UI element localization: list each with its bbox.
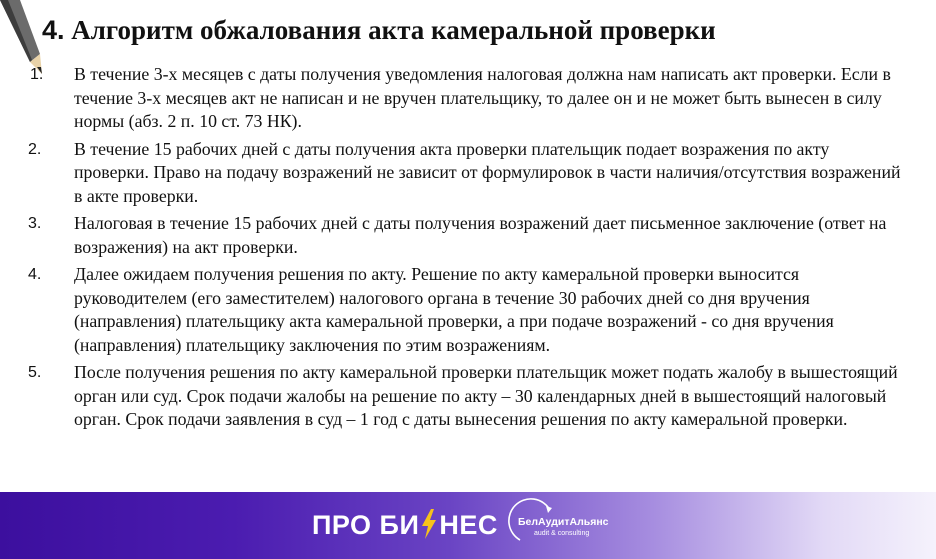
title-number: 4. xyxy=(42,15,65,45)
partner-subtitle: audit & consulting xyxy=(534,530,590,537)
footer-banner xyxy=(0,492,936,559)
list-marker: 3. xyxy=(28,215,42,232)
page-title xyxy=(42,12,922,48)
list-item xyxy=(0,63,936,134)
list-marker: 5. xyxy=(28,364,42,381)
belauditalyans-logo xyxy=(506,498,616,554)
list-item-text: В течение 3-х месяцев с даты получения уведомления налоговая должна нам написать акт проверки. Если в течение 3-х месяцев акт не написан и не вручен плательщику, то далее он и не может быть вынесен в силу нормы (абз. 2 п. 10 ст. 73 НК). xyxy=(74,64,891,131)
brand-right-text: НЕС xyxy=(439,510,498,540)
list-item-text: После получения решения по акту камеральной проверки плательщик может подать жалобу в вышестоящий орган или суд. Срок подачи жалобы на решение по акту – 30 календарных дней в вышестоящий налоговый орган. Срок подачи заявления в суд – 1 год с даты вынесения решения по акту камеральной проверки. xyxy=(74,362,898,429)
algorithm-steps-list xyxy=(0,63,936,436)
list-item xyxy=(0,263,936,357)
lightning-bolt-icon xyxy=(420,509,438,539)
brand-left-text: ПРО БИ xyxy=(312,510,420,540)
list-item xyxy=(0,212,936,259)
pro-biznes-logo xyxy=(312,508,498,542)
list-item-text: Далее ожидаем получения решения по акту. Решение по акту камеральной проверки выносится руководителем (его заместителем) налогового органа в течение 30 рабочих дней со дня вручения (направления) плательщику акта камеральной проверки, а при подаче возражений - со дня вручения (направления) плательщику заключения по этим возражениям. xyxy=(74,264,834,355)
list-item-text: В течение 15 рабочих дней с даты получения акта проверки плательщик подает возражения по акту проверки. Право на подачу возражений не зависит от формулировок в части наличия/отсутствия возражений в акте проверки. xyxy=(74,138,901,206)
list-item xyxy=(0,138,936,209)
list-marker: 4. xyxy=(28,266,42,283)
title-text: Алгоритм обжалования акта камеральной проверки xyxy=(71,15,716,45)
list-marker: 2. xyxy=(28,140,42,158)
partner-name: БелАудитАльянс xyxy=(518,516,609,528)
list-item xyxy=(0,361,936,432)
list-marker: 1. xyxy=(30,66,44,83)
list-item-text: Налоговая в течение 15 рабочих дней с даты получения возражений дает письменное заключение (ответ на возражения) на акт проверки. xyxy=(74,213,887,257)
